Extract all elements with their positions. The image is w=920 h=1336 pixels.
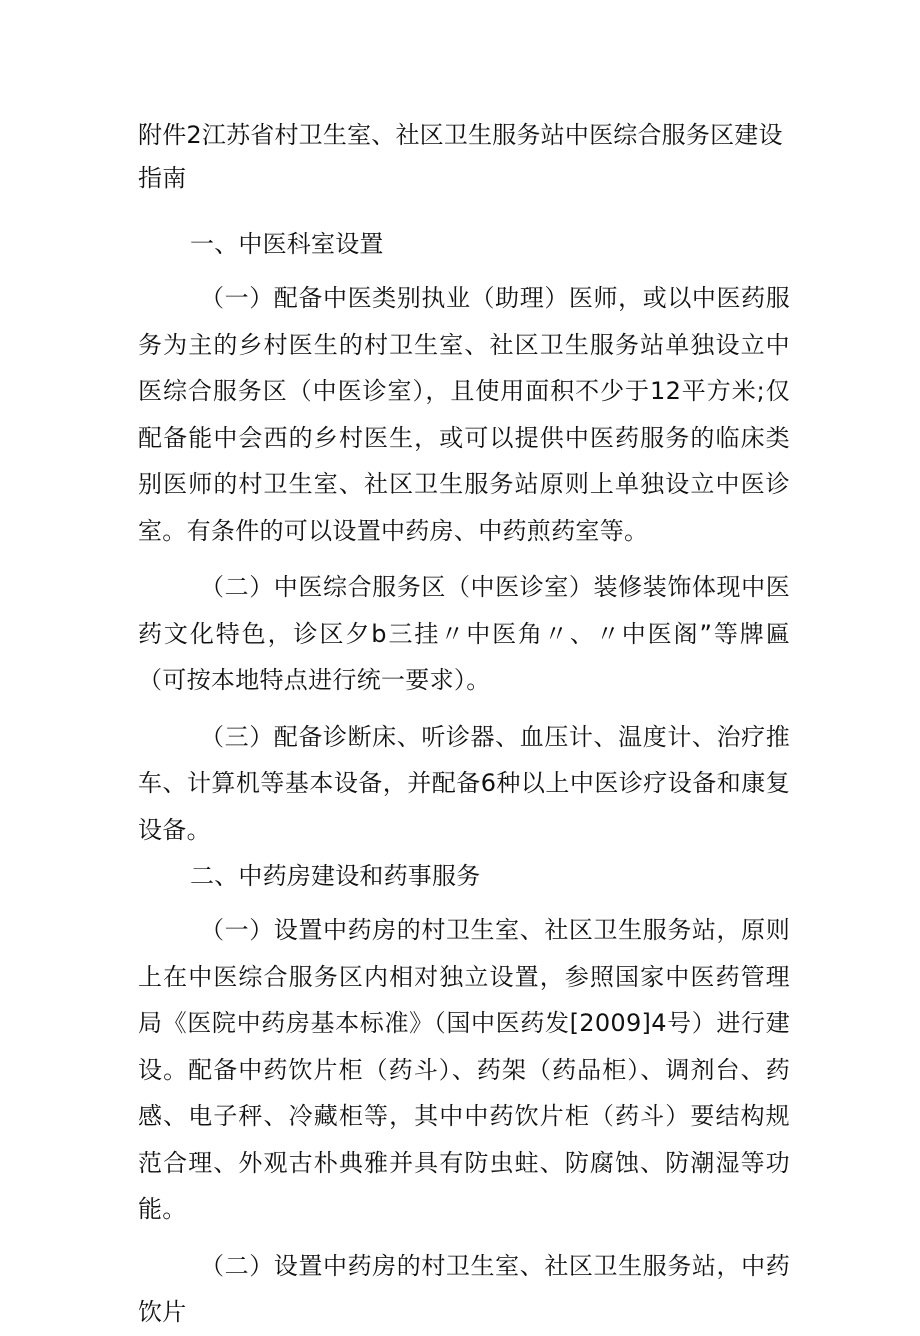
paragraph-2-1: （一）设置中药房的村卫生室、社区卫生服务站，原则上在中医综合服务区内相对独立设置，参照国家中医药管理局《医院中药房基本标准》（国中医药发[2009]4号）进行建设。配备中药饮片柜（药斗）、药架（药品柜）、调剂台、药感、电子秤、冷藏柜等，其中中药饮片柜（药斗）要结构规范合理、外观古朴典雅并具有防虫蛀、防腐蚀、防潮湿等功能。 xyxy=(138,916,790,1223)
document-title: 附件2江苏省村卫生室、社区卫生服务站中医综合服务区建设指南 xyxy=(138,121,783,192)
paragraph-1-2: （二）中医综合服务区（中医诊室）装修装饰体现中医药文化特色，诊区夕b三挂〃中医角〃、〃中医阁”等牌匾（可按本地特点进行统一要求）。 xyxy=(138,573,790,694)
paragraph-1-1: （一）配备中医类别执业（助理）医师，或以中医药服务为主的乡村医生的村卫生室、社区卫生服务站单独设立中医综合服务区（中医诊室），且使用面积不少于12平方米;仅配备能中会西的乡村医生，或可以提供中医药服务的临床类别医师的村卫生室、社区卫生服务站原则上单独设立中医诊室。有条件的可以设置中药房、中药煎药室等。 xyxy=(138,284,790,545)
paragraph-1-3: （三）配备诊断床、听诊器、血压计、温度计、治疗推车、计算机等基本设备，并配备6种以上中医诊疗设备和康复设备。 xyxy=(138,722,790,844)
document-body xyxy=(138,114,790,1336)
section-heading-2: 二、中药房建设和药事服务 xyxy=(190,862,481,890)
section-heading-1: 一、中医科室设置 xyxy=(190,230,384,258)
paragraph-2-2: （二）设置中药房的村卫生室、社区卫生服务站，中药饮片 xyxy=(138,1251,790,1326)
